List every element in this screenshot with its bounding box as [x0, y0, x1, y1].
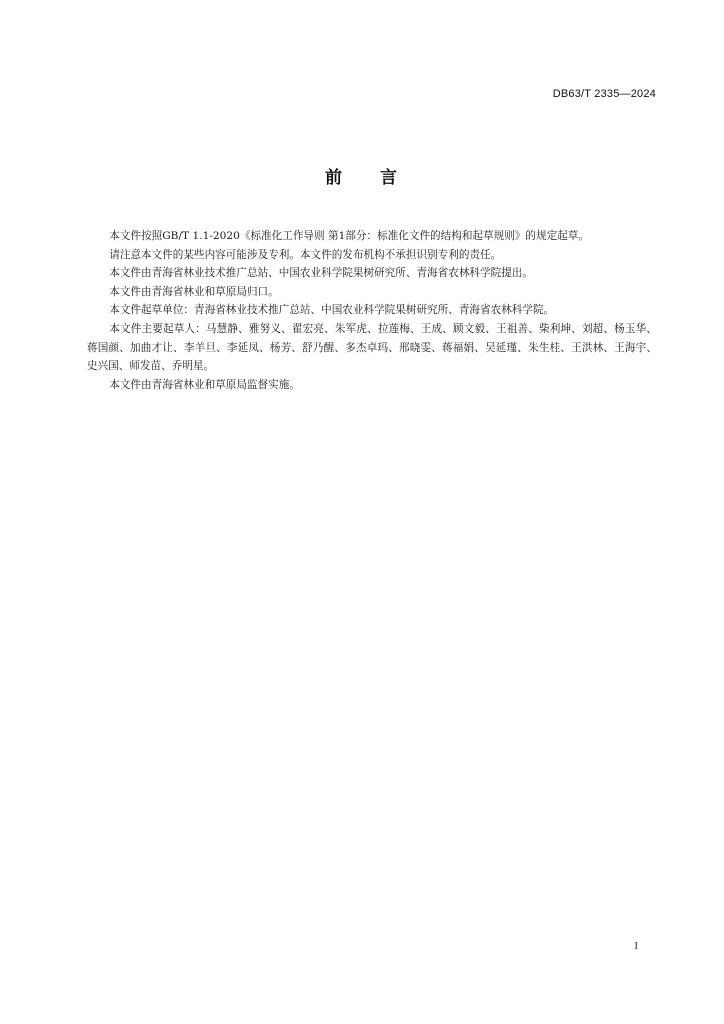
paragraph-supervision: 本文件由青海省林业和草原局监督实施。 — [109, 378, 300, 391]
paragraph-patent-notice: 请注意本文件的某些内容可能涉及专利。本文件的发布机构不承担识别专利的责任。 — [109, 248, 502, 261]
paragraph-under-jurisdiction: 本文件由青海省林业和草原局归口。 — [109, 285, 279, 298]
paragraph-proposed-by: 本文件由青海省林业技术推广总站、中国农业科学院果树研究所、青海省农林科学院提出。 — [109, 267, 533, 280]
foreword-body — [87, 227, 657, 394]
title-char-2: 言 — [380, 168, 399, 188]
paragraph-drafting-rules: 本文件按照GB/T 1.1-2020《标准化工作导则 第1部分：标准化文件的结构和起草规则》的规定起草。 — [109, 230, 589, 242]
section-title-foreword — [0, 163, 724, 188]
page-number: I — [634, 940, 638, 952]
paragraph-drafting-units: 本文件起草单位：青海省林业技术推广总站、中国农业科学院果树研究所、青海省农林科学院。 — [109, 304, 555, 317]
paragraph-main-drafters: 本文件主要起草人：马慧静、雅努义、翟宏亮、朱军虎、拉莲梅、王成、顾文毅、王祖善、柴利坤、刘超、杨玉华、蒋国颜、加曲才让、李羊旦、李延凤、杨芳、舒乃醒、多杰卓玛、邢晓雯、蒋福娟、吴延瑾、朱生桂、王洪林、王海宇、史兴国、师发苗、乔明星。 — [87, 322, 657, 373]
document-code: DB63/T 2335—2024 — [552, 88, 656, 100]
title-char-1: 前 — [325, 168, 344, 188]
